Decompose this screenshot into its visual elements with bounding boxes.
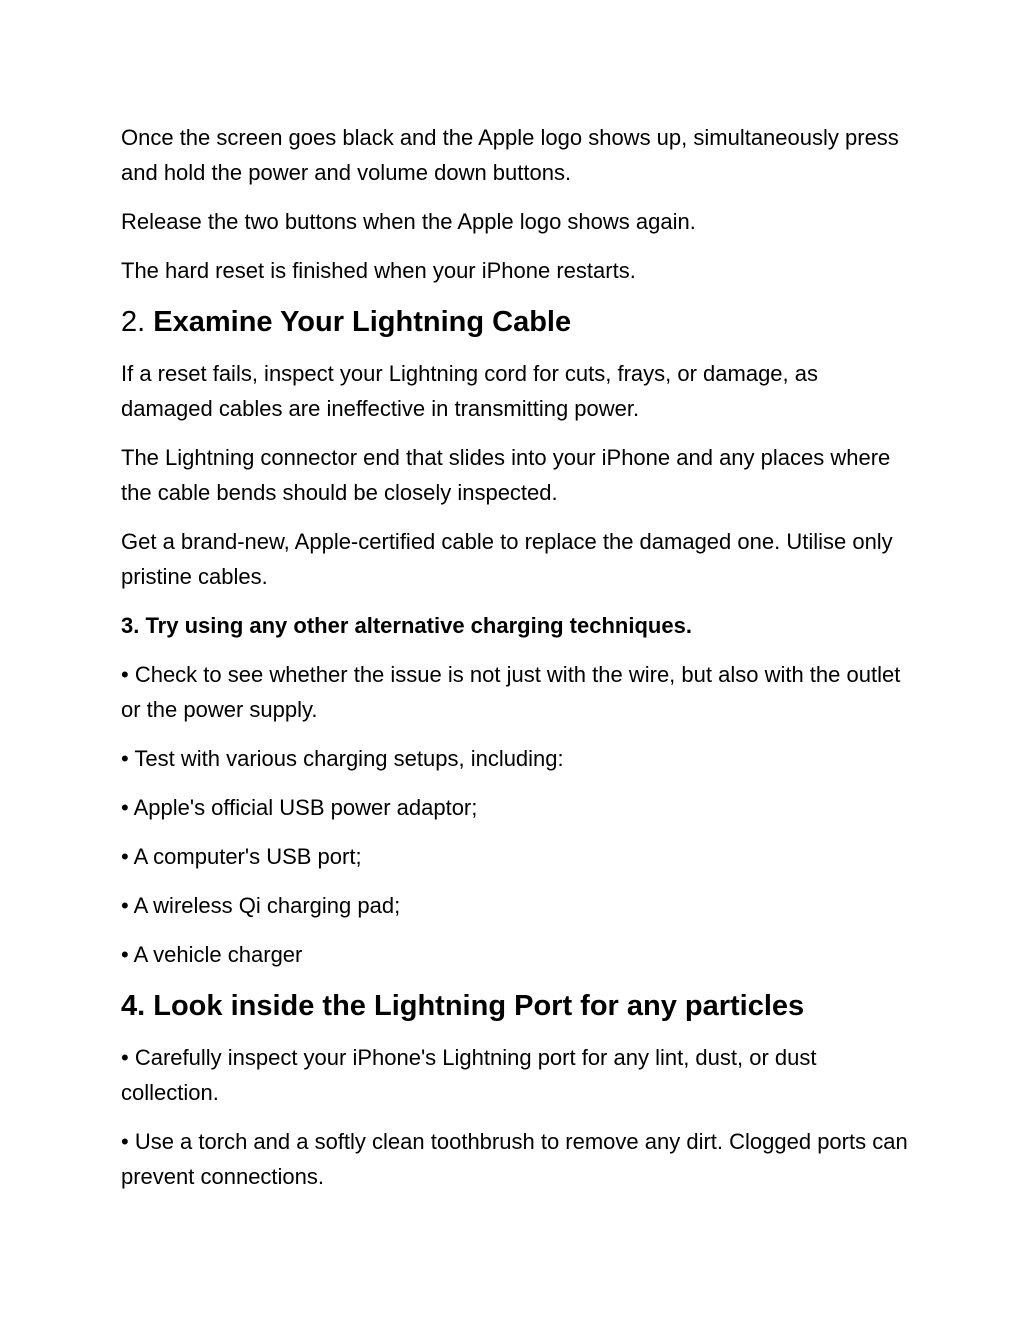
document-page <box>121 120 911 1194</box>
section-3-heading: 3. Try using any other alternative charging techniques. <box>121 613 692 638</box>
intro-paragraph-3: The hard reset is finished when your iPhone restarts. <box>121 258 636 283</box>
section-2-paragraph-1: If a reset fails, inspect your Lightning cord for cuts, frays, or damage, as damaged cables are ineffective in transmitting power. <box>121 361 818 421</box>
section-3-item-1: • Check to see whether the issue is not just with the wire, but also with the outlet or the power supply. <box>121 662 901 722</box>
section-4-heading: 4. Look inside the Lightning Port for any particles <box>121 990 805 1022</box>
section-4-item-1: • Carefully inspect your iPhone's Lightning port for any lint, dust, or dust collection. <box>121 1045 817 1105</box>
section-3-item-4: • A computer's USB port; <box>121 844 362 869</box>
section-2-paragraph-2: The Lightning connector end that slides into your iPhone and any places where the cable bends should be closely inspected. <box>121 445 891 505</box>
section-3-item-3: • Apple's official USB power adaptor; <box>121 795 478 820</box>
section-4-item-2: • Use a torch and a softly clean toothbrush to remove any dirt. Clogged ports can prevent connections. <box>121 1129 908 1189</box>
intro-paragraph-2: Release the two buttons when the Apple logo shows again. <box>121 209 696 234</box>
section-3-item-5: • A wireless Qi charging pad; <box>121 893 401 918</box>
section-3-item-2: • Test with various charging setups, including: <box>121 746 564 771</box>
section-2-paragraph-3: Get a brand-new, Apple-certified cable to replace the damaged one. Utilise only pristine cables. <box>121 529 893 589</box>
section-3-item-6: • A vehicle charger <box>121 942 303 967</box>
intro-paragraph-1: Once the screen goes black and the Apple logo shows up, simultaneously press and hold the power and volume down buttons. <box>121 125 899 185</box>
section-2-title: Examine Your Lightning Cable <box>153 306 572 338</box>
section-2-heading <box>121 302 911 342</box>
section-2-number: 2. <box>121 306 146 338</box>
